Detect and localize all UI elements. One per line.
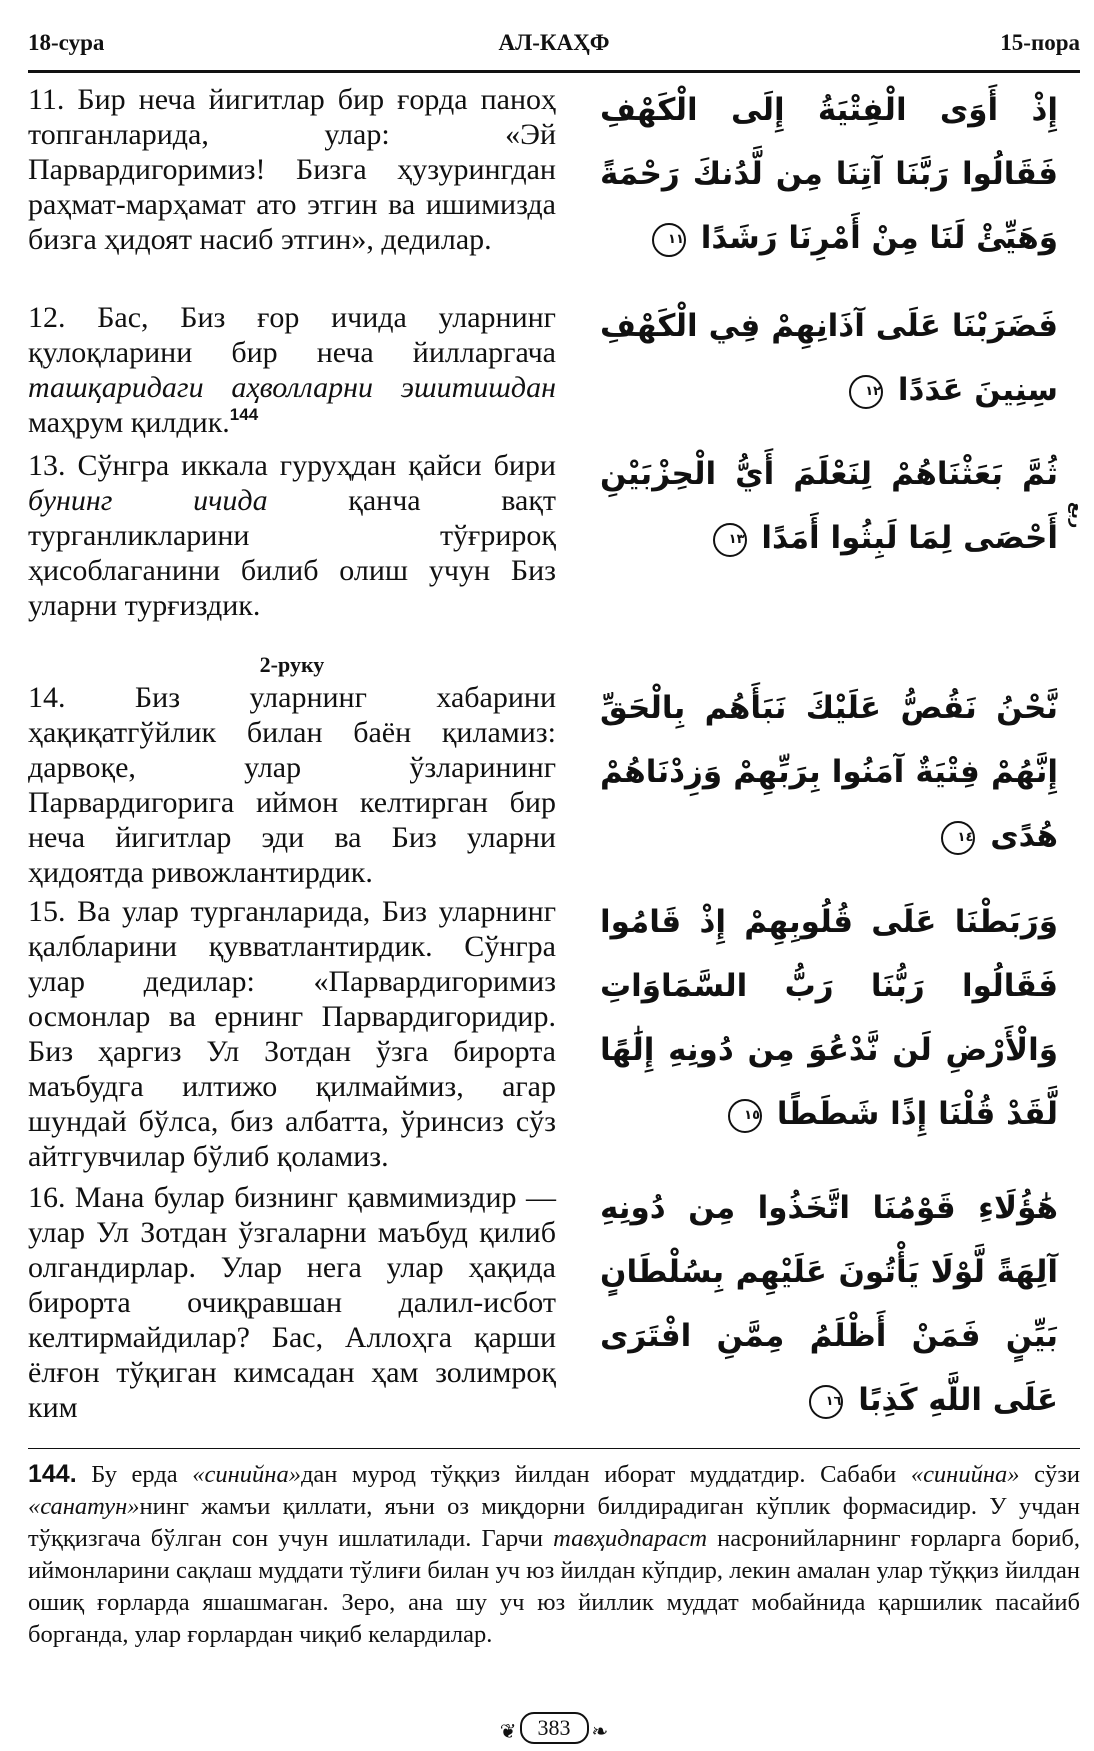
quran-page xyxy=(28,24,1087,1743)
arabic-text-12: فَضَرَبْنَا عَلَى آذَانِهِمْ فِي الْكَهْفِ سِنِينَ عَدَدًا xyxy=(600,308,1058,408)
ayah-number-marker: ١٦ xyxy=(809,1385,843,1419)
italic-phrase: ташқаридаги аҳволларни эшитишдан xyxy=(28,371,556,404)
page-number-footer xyxy=(28,1712,1080,1744)
header-divider xyxy=(28,70,1080,73)
arabic-text-13: ثُمَّ بَعَثْنَاهُمْ لِنَعْلَمَ أَيُّ الْحِزْبَيْنِ أَحْصَى لِمَا لَبِثُوا أَمَدًا xyxy=(600,456,1058,556)
ayah-number-marker: ١٣ xyxy=(713,523,747,557)
verse-arabic-11 xyxy=(600,78,1058,270)
footnote-divider xyxy=(28,1448,1080,1449)
verse-translation-16: 16. Мана булар бизнинг қавмимиздир — улар Ул Зотдан ўзгаларни маъбуд қилиб олгандирлар. Улар нега улар ҳақида бирорта очиқравшан далил-исбот келтирмайдилар? Бас, Аллоҳга қарши ёлғон тўқиган кимсадан ҳам золимроқ ким xyxy=(28,1181,556,1424)
italic-phrase: бунинг ичида xyxy=(28,484,268,517)
arabic-text-14: نَّحْنُ نَقُصُّ عَلَيْكَ نَبَأَهُم بِالْحَقِّ إِنَّهُمْ فِتْيَةٌ آمَنُوا بِرَبِّهِمْ وَزِدْنَاهُمْ هُدًى xyxy=(600,690,1058,854)
verse-arabic-16 xyxy=(600,1176,1058,1432)
ayah-number-marker: ١١ xyxy=(652,223,686,257)
juz-number: 15-пора xyxy=(1000,30,1080,55)
surah-number: 18-сура xyxy=(28,30,105,55)
page-number: 383 xyxy=(520,1712,589,1744)
ornament-left-icon: ❦ xyxy=(499,1720,517,1743)
ayah-number-marker: ١٤ xyxy=(941,821,975,855)
arabic-text-16: هَٰؤُلَاءِ قَوْمُنَا اتَّخَذُوا مِن دُونِهِ آلِهَةً لَّوْلَا يَأْتُونَ عَلَيْهِم بِسُلْطَانٍ بَيِّنٍ فَمَنْ أَظْلَمُ مِمَّنِ افْتَرَى عَلَى اللَّهِ كَذِبًا xyxy=(600,1190,1058,1418)
verse-arabic-12 xyxy=(600,294,1058,422)
verse-translation-13: 13. Сўнгра иккала гуруҳдан қайси бири бунинг ичида қанча вақт турганликларини тўғрироқ ҳисоблаганини билиб олиш учун Биз уларни турғиздик. xyxy=(28,449,556,622)
verse-arabic-14 xyxy=(600,676,1058,868)
arabic-text-11: إِذْ أَوَى الْفِتْيَةُ إِلَى الْكَهْفِ فَقَالُوا رَبَّنَا آتِنَا مِن لَّدُنكَ رَحْمَةً وَهَيِّئْ لَنَا مِنْ أَمْرِنَا رَشَدًا xyxy=(600,92,1058,256)
footnote-number: 144. xyxy=(28,1460,77,1488)
ayah-number-marker: ١٢ xyxy=(849,375,883,409)
verse-arabic-15 xyxy=(600,890,1058,1146)
verse-translation-11: 11. Бир неча йигитлар бир ғорда паноҳ топганларида, улар: «Эй Парвардигоримиз! Бизга ҳузурингдан раҳмат-марҳамат ато этгин ва ишимизда бизга ҳидоят насиб этгин», дедилар. xyxy=(28,83,556,256)
surah-title: АЛ-КАҲФ xyxy=(498,30,610,55)
page-header xyxy=(28,30,1080,64)
arabic-text-15: وَرَبَطْنَا عَلَى قُلُوبِهِمْ إِذْ قَامُوا فَقَالُوا رَبُّنَا رَبُّ السَّمَاوَاتِ وَالْأَرْضِ لَن نَّدْعُوَ مِن دُونِهِ إِلَٰهًا لَّقَدْ قُلْنَا إِذًا شَطَطًا xyxy=(600,904,1058,1132)
rub-marker: ربع xyxy=(1068,502,1087,529)
verse-rows xyxy=(28,82,1080,1442)
verse-translation-12: 12. Бас, Биз ғор ичида уларнинг қулоқларини бир неча йилларгача ташқаридаги аҳволларни эшитишдан маҳрум қилдик.$^{144}$ xyxy=(28,301,556,439)
ruku-heading: 2-руку xyxy=(259,652,325,677)
footnote-reference[interactable]: 144 xyxy=(229,405,259,424)
ornament-right-icon: ❧ xyxy=(591,1720,609,1743)
ayah-number-marker: ١٥ xyxy=(728,1099,762,1133)
footnote-144: 144. Бу ерда «синийна»дан мурод тўққиз йилдан иборат муддатдир. Сабаби «синийна» сўзи «санатун»нинг жамъи қиллати, яъни оз миқдорни билдирадиган кўплик формасидир. У учдан тўққизгача бўлган сон учун ишлатилади. Гарчи тавҳидпараст насронийларнинг ғорларга бориб, иймонларини сақлаш муддати тўлиғи билан уч юз йилдан кўпдир, лекин амалан улар тўққиз йилдан ошиқ ғорларда яшашмаган. Зеро, ана шу уч юз йиллик муддат мобайнида қаршилик пасайиб борганда, улар ғорлардан чиқиб келардилар. xyxy=(28,1460,1080,1648)
verse-arabic-13 xyxy=(600,442,1058,570)
verse-translation-15: 15. Ва улар турганларида, Биз уларнинг қалбларини қувватлантирдик. Сўнгра улар дедилар: «Парвардигоримиз осмонлар ва ернинг Парвардигоридир. Биз ҳаргиз Ул Зотдан ўзга бирорта маъбудга илтижо қилмаймиз, агар шундай бўлса, биз албатта, ўринсиз сўз айтгувчилар бўлиб қоламиз. xyxy=(28,895,556,1173)
verse-translation-14: 14. Биз уларнинг хабарини ҳақиқатгўйлик билан баён қиламиз: дарвоқе, улар ўзларининг Парвардигорига иймон келтирган бир неча йигитлар эди ва Биз уларни ҳидоятда ривожлантирдик. xyxy=(28,681,556,889)
